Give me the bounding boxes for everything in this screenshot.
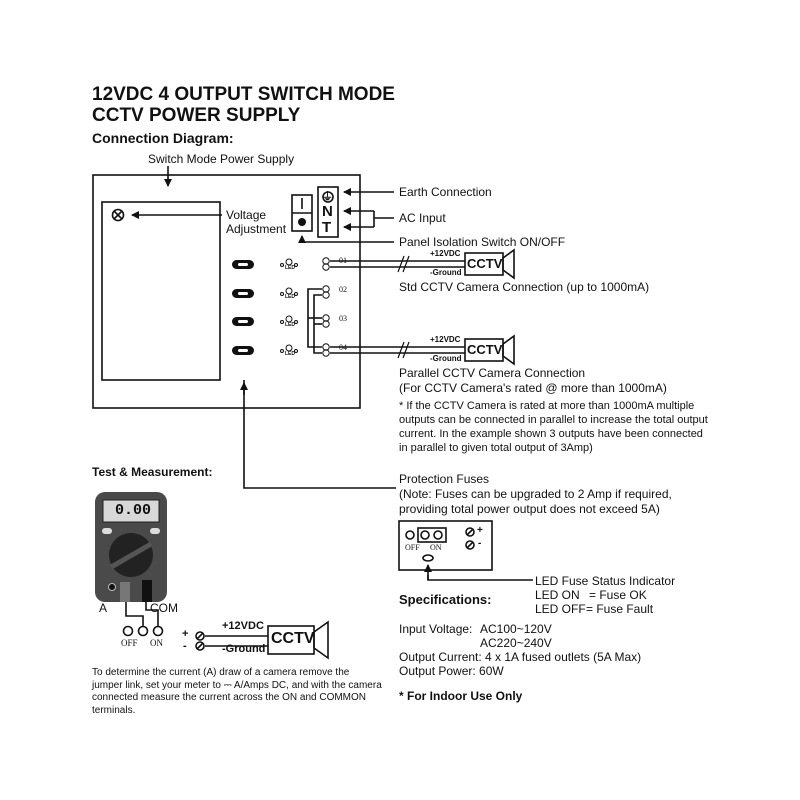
input-voltage-2: AC220~240V: [480, 636, 552, 650]
indoor-use-note: * For Indoor Use Only: [399, 689, 523, 703]
parallel-note: * If the CCTV Camera is rated at more than 1000mA multiple outputs can be connected in parallel to increase the total output current. In the example shown 3 outputs have been connected in parallel to given total output of 3Amp): [399, 400, 708, 454]
isolation-switch-label: Panel Isolation Switch ON/OFF: [399, 235, 566, 249]
input-voltage-1: AC100~120V: [480, 622, 552, 636]
fuses-note-2: providing total power output does not exceed 5A): [399, 502, 660, 516]
test-heading: Test & Measurement:: [92, 465, 213, 479]
earth-icon: ⏚: [322, 191, 333, 203]
fuses-note-1: (Note: Fuses can be upgraded to 2 Amp if required,: [399, 487, 672, 501]
led-off-value: = Fuse Fault: [586, 602, 654, 616]
test-vdc-label: +12VDC: [222, 620, 264, 632]
test-plus-label: +: [182, 628, 189, 640]
voltage-adjustment-label-1: Voltage: [226, 208, 267, 222]
test-description: To determine the current (A) draw of a camera remove the jumper link, set your meter to ⎓ A/Amps DC, and with the camera connected measure the current across the ON and COMMON terminals.: [92, 667, 382, 716]
led-on-label: LED ON: [535, 588, 580, 602]
fuse-off-label: OFF: [405, 543, 420, 552]
parallel-ground-label: -Ground: [430, 354, 462, 363]
parallel-caption-1: Parallel CCTV Camera Connection: [399, 366, 586, 380]
std-plus-label: +12VDC: [430, 249, 461, 258]
connection-diagram-heading: Connection Diagram:: [92, 130, 234, 146]
test-on-label: ON: [150, 638, 163, 648]
test-ground-label: -Ground: [222, 643, 266, 655]
led-label-2: LED: [285, 294, 295, 300]
live-terminal-label: T: [322, 219, 332, 236]
page-title-line2: CCTV POWER SUPPLY: [92, 105, 301, 126]
output-number-4: 04: [339, 343, 347, 352]
output-current: Output Current: 4 x 1A fused outlets (5A Max): [399, 650, 642, 664]
neutral-terminal-label: N: [322, 203, 333, 220]
output-number-3: 03: [339, 314, 347, 323]
led-off-label: LED OFF: [535, 602, 586, 616]
voltage-adjustment-label-2: Adjustment: [226, 222, 287, 236]
output-power: Output Power: 60W: [399, 664, 504, 678]
std-connection-caption: Std CCTV Camera Connection (up to 1000mA): [399, 280, 650, 294]
meter-a-label: A: [99, 601, 108, 615]
page-title-line1: 12VDC 4 OUTPUT SWITCH MODE: [92, 84, 395, 105]
led-label-1: LED: [285, 265, 295, 271]
meter-com-label: COM: [150, 601, 178, 615]
output-number-1: 01: [339, 256, 347, 265]
fuse-plus-label: +: [477, 525, 483, 536]
parallel-cctv-camera: CCTV: [467, 342, 503, 357]
ac-input-label: AC Input: [399, 211, 446, 225]
test-cctv-camera: CCTV: [271, 630, 315, 647]
led-on-value: = Fuse OK: [589, 588, 647, 602]
psu-board: [102, 202, 220, 380]
test-off-label: OFF: [121, 638, 138, 648]
fuses-title: Protection Fuses: [399, 472, 490, 486]
earth-connection-label: Earth Connection: [399, 185, 492, 199]
fuse-minus-label: -: [478, 538, 482, 549]
psu-label: Switch Mode Power Supply: [148, 152, 295, 166]
std-cctv-camera: CCTV: [467, 256, 503, 271]
led-indicator-title: LED Fuse Status Indicator: [535, 574, 676, 588]
specifications-heading: Specifications:: [399, 592, 492, 607]
led-label-3: LED: [285, 322, 295, 328]
parallel-plus-label: +12VDC: [430, 335, 461, 344]
led-label-4: LED: [285, 351, 295, 357]
meter-display-value: 0.00: [115, 502, 152, 519]
fuse-on-label: ON: [430, 543, 442, 552]
parallel-caption-2: (For CCTV Camera's rated @ more than 1000mA): [399, 381, 667, 395]
std-ground-label: -Ground: [430, 268, 462, 277]
input-voltage-label: Input Voltage:: [399, 622, 473, 636]
output-number-2: 02: [339, 285, 347, 294]
test-minus-label: -: [183, 640, 187, 652]
